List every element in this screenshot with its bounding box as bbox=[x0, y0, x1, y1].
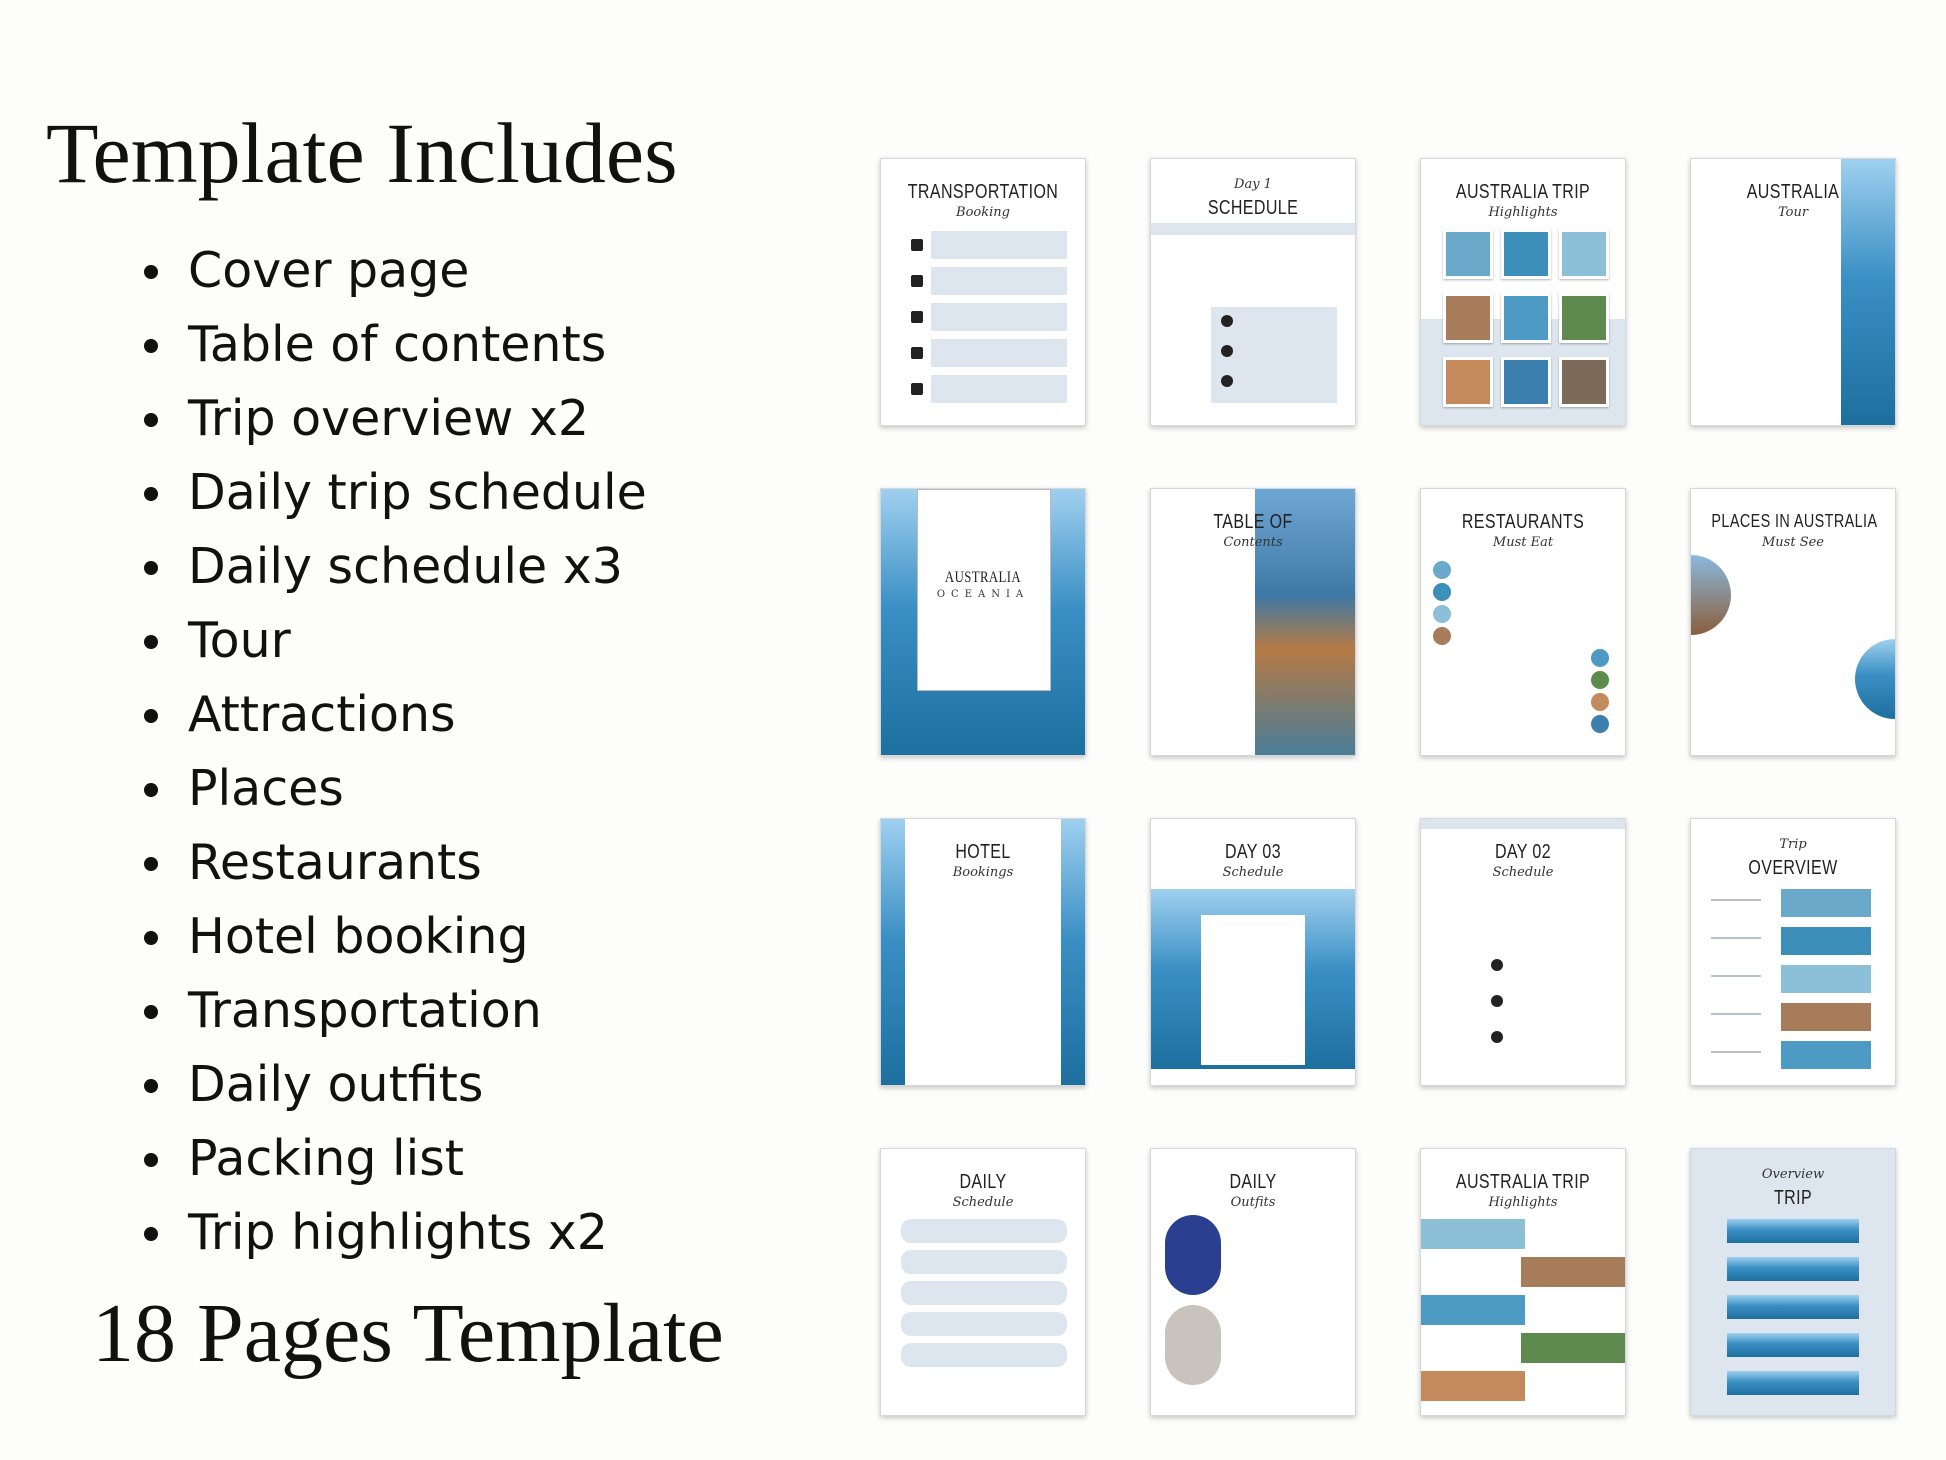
includes-list-label: Daily trip schedule bbox=[188, 464, 647, 521]
includes-list-item bbox=[140, 382, 647, 456]
thumbnail-title: AUSTRALIA bbox=[1746, 181, 1840, 203]
includes-list-item bbox=[140, 604, 647, 678]
template-page-thumbnail bbox=[1150, 1148, 1356, 1416]
booking-row bbox=[931, 339, 1067, 367]
day-row bbox=[901, 1281, 1067, 1305]
thumbnail-subtitle: Outfits bbox=[1230, 1195, 1276, 1210]
includes-list-item bbox=[140, 752, 647, 826]
overview-photo bbox=[1781, 927, 1871, 955]
booking-row bbox=[931, 267, 1067, 295]
overview-line bbox=[1711, 1013, 1761, 1015]
template-page-thumbnail bbox=[1420, 488, 1626, 756]
thumbnail-subtitle: Day 1 bbox=[1234, 177, 1272, 192]
thumbnail-subtitle: Overview bbox=[1761, 1167, 1825, 1182]
thumbnail-subtitle: Highlights bbox=[1488, 205, 1558, 220]
includes-list-label: Packing list bbox=[188, 1130, 465, 1187]
overview-strip bbox=[1727, 1371, 1859, 1395]
template-page-thumbnail bbox=[1420, 1148, 1626, 1416]
dish-photo bbox=[1591, 715, 1609, 733]
highlight-photo bbox=[1501, 357, 1551, 407]
sea-photo bbox=[1855, 639, 1896, 719]
includes-list-label: Tour bbox=[188, 612, 291, 669]
includes-list-label: Restaurants bbox=[188, 834, 482, 891]
transport-icon bbox=[911, 311, 923, 323]
booking-row bbox=[931, 303, 1067, 331]
bullet-icon bbox=[144, 931, 158, 945]
includes-list-item bbox=[140, 308, 647, 382]
includes-list-item bbox=[140, 900, 647, 974]
includes-list-item bbox=[140, 234, 647, 308]
includes-list-label: Daily schedule x3 bbox=[188, 538, 623, 595]
transport-icon bbox=[911, 239, 923, 251]
highlight-photo bbox=[1443, 229, 1493, 279]
template-page-thumbnail bbox=[1150, 158, 1356, 426]
day-row bbox=[901, 1312, 1067, 1336]
highlight-photo bbox=[1443, 357, 1493, 407]
includes-list bbox=[140, 234, 647, 1270]
template-page-thumbnail bbox=[880, 1148, 1086, 1416]
thumbnail-title: HOTEL bbox=[955, 841, 1011, 863]
overview-photo bbox=[1781, 1041, 1871, 1069]
includes-list-item bbox=[140, 1196, 647, 1270]
highlight-photo bbox=[1501, 229, 1551, 279]
bullet-icon bbox=[144, 1079, 158, 1093]
includes-list-item bbox=[140, 1122, 647, 1196]
thumbnail-subtitle: Bookings bbox=[952, 865, 1014, 880]
period-icon bbox=[1491, 1031, 1503, 1043]
thumbnail-title: DAILY bbox=[1229, 1171, 1277, 1193]
includes-list-label: Table of contents bbox=[188, 316, 607, 373]
left-panel bbox=[0, 0, 860, 1460]
thumbnail-title: PLACES IN AUSTRALIA bbox=[1711, 511, 1878, 531]
transport-icon bbox=[911, 347, 923, 359]
template-page-thumbnail bbox=[1150, 818, 1356, 1086]
overview-strip bbox=[1727, 1257, 1859, 1281]
period-icon bbox=[1221, 345, 1233, 357]
dish-photo bbox=[1591, 671, 1609, 689]
includes-list-label: Trip overview x2 bbox=[188, 390, 590, 447]
thumbnail-subtitle: Trip bbox=[1779, 837, 1807, 852]
template-page-thumbnail bbox=[1420, 158, 1626, 426]
includes-list-item bbox=[140, 456, 647, 530]
bullet-icon bbox=[144, 1227, 158, 1241]
dish-photo bbox=[1591, 649, 1609, 667]
includes-list-label: Hotel booking bbox=[188, 908, 529, 965]
thumbnail-subtitle: Tour bbox=[1777, 205, 1809, 220]
bullet-icon bbox=[144, 265, 158, 279]
overview-photo bbox=[1781, 1003, 1871, 1031]
dish-photo bbox=[1433, 583, 1451, 601]
day-row bbox=[901, 1250, 1067, 1274]
highlight-strip bbox=[1521, 1257, 1625, 1287]
bullet-icon bbox=[144, 783, 158, 797]
thumbnail-title: TRANSPORTATION bbox=[907, 181, 1059, 203]
dish-photo bbox=[1433, 627, 1451, 645]
schedule-card bbox=[1201, 915, 1305, 1065]
includes-list-label: Attractions bbox=[188, 686, 456, 743]
includes-list-item bbox=[140, 1048, 647, 1122]
dish-photo bbox=[1591, 693, 1609, 711]
overview-strip bbox=[1727, 1219, 1859, 1243]
booking-row bbox=[931, 375, 1067, 403]
outfit-photo-2 bbox=[1165, 1305, 1221, 1385]
thumbnail-subtitle: Must Eat bbox=[1492, 535, 1554, 550]
day-row bbox=[901, 1343, 1067, 1367]
thumbnail-title: DAY 03 bbox=[1224, 841, 1282, 863]
bullet-icon bbox=[144, 857, 158, 871]
template-includes-heading: Template Includes bbox=[46, 105, 678, 201]
template-page-thumbnail bbox=[1690, 488, 1896, 756]
template-page-thumbnail bbox=[1150, 488, 1356, 756]
overview-line bbox=[1711, 975, 1761, 977]
includes-list-label: Daily outfits bbox=[188, 1056, 484, 1113]
overview-line bbox=[1711, 899, 1761, 901]
includes-list-item bbox=[140, 530, 647, 604]
page-count-footer: 18 Pages Template bbox=[92, 1287, 724, 1380]
highlight-photo bbox=[1501, 293, 1551, 343]
bullet-icon bbox=[144, 487, 158, 501]
date-band bbox=[1151, 223, 1355, 235]
thumbnail-subtitle: OCEANIA bbox=[936, 589, 1030, 600]
bullet-icon bbox=[144, 339, 158, 353]
outfit-photo-1 bbox=[1165, 1215, 1221, 1295]
bullet-icon bbox=[144, 413, 158, 427]
template-page-thumbnail bbox=[1690, 1148, 1896, 1416]
thumbnail-title: RESTAURANTS bbox=[1461, 511, 1585, 533]
template-page-thumbnail bbox=[880, 158, 1086, 426]
bullet-icon bbox=[144, 1005, 158, 1019]
includes-list-item bbox=[140, 826, 647, 900]
includes-list-label: Trip highlights x2 bbox=[188, 1204, 608, 1261]
thumbnail-title: TABLE OF bbox=[1213, 511, 1293, 533]
template-page-thumbnail bbox=[1690, 818, 1896, 1086]
bullet-icon bbox=[144, 709, 158, 723]
bullet-icon bbox=[144, 561, 158, 575]
highlight-photo bbox=[1443, 293, 1493, 343]
bullet-icon bbox=[144, 1153, 158, 1167]
highlight-photo bbox=[1559, 229, 1609, 279]
dish-photo bbox=[1433, 561, 1451, 579]
template-page-thumbnail bbox=[880, 488, 1086, 756]
highlight-photo bbox=[1559, 293, 1609, 343]
thumbnail-subtitle: Schedule bbox=[1492, 865, 1554, 880]
period-icon bbox=[1221, 375, 1233, 387]
highlight-strip bbox=[1521, 1333, 1625, 1363]
highlight-strip bbox=[1421, 1219, 1525, 1249]
period-icon bbox=[1491, 959, 1503, 971]
thumbnail-title: AUSTRALIA TRIP bbox=[1455, 181, 1591, 203]
template-page-thumbnail bbox=[880, 818, 1086, 1086]
template-page-thumbnail bbox=[1420, 818, 1626, 1086]
day-row bbox=[901, 1219, 1067, 1243]
thumbnail-subtitle: Booking bbox=[956, 205, 1010, 220]
highlight-strip bbox=[1421, 1295, 1525, 1325]
road-photo bbox=[1690, 555, 1731, 635]
period-icon bbox=[1491, 995, 1503, 1007]
thumbnail-title: SCHEDULE bbox=[1207, 197, 1299, 219]
overview-line bbox=[1711, 937, 1761, 939]
includes-list-label: Transportation bbox=[188, 982, 542, 1039]
period-icon bbox=[1221, 315, 1233, 327]
thumbnail-subtitle: Schedule bbox=[1222, 865, 1284, 880]
thumbnail-title: AUSTRALIA bbox=[944, 569, 1022, 586]
thumbnail-title: DAY 02 bbox=[1494, 841, 1552, 863]
includes-list-item bbox=[140, 974, 647, 1048]
thumbnail-title: DAILY bbox=[959, 1171, 1007, 1193]
booking-row bbox=[931, 231, 1067, 259]
overview-strip bbox=[1727, 1295, 1859, 1319]
thumbnail-title: AUSTRALIA TRIP bbox=[1455, 1171, 1591, 1193]
template-page-thumbnail bbox=[1690, 158, 1896, 426]
dish-photo bbox=[1433, 605, 1451, 623]
overview-photo bbox=[1781, 965, 1871, 993]
overview-line bbox=[1711, 1051, 1761, 1053]
transport-icon bbox=[911, 275, 923, 287]
includes-list-label: Places bbox=[188, 760, 344, 817]
highlight-photo bbox=[1559, 357, 1609, 407]
thumbnail-title: OVERVIEW bbox=[1748, 857, 1838, 879]
thumbnail-subtitle: Must See bbox=[1761, 535, 1824, 550]
transport-icon bbox=[911, 383, 923, 395]
thumbnail-subtitle: Schedule bbox=[952, 1195, 1014, 1210]
includes-list-label: Cover page bbox=[188, 242, 470, 299]
date-band bbox=[1421, 819, 1625, 829]
overview-photo bbox=[1781, 889, 1871, 917]
includes-list-item bbox=[140, 678, 647, 752]
thumbnail-subtitle: Contents bbox=[1223, 535, 1283, 550]
overview-strip bbox=[1727, 1333, 1859, 1357]
bullet-icon bbox=[144, 635, 158, 649]
thumbnail-title: TRIP bbox=[1773, 1187, 1813, 1209]
thumbnail-subtitle: Highlights bbox=[1488, 1195, 1558, 1210]
highlight-strip bbox=[1421, 1371, 1525, 1401]
